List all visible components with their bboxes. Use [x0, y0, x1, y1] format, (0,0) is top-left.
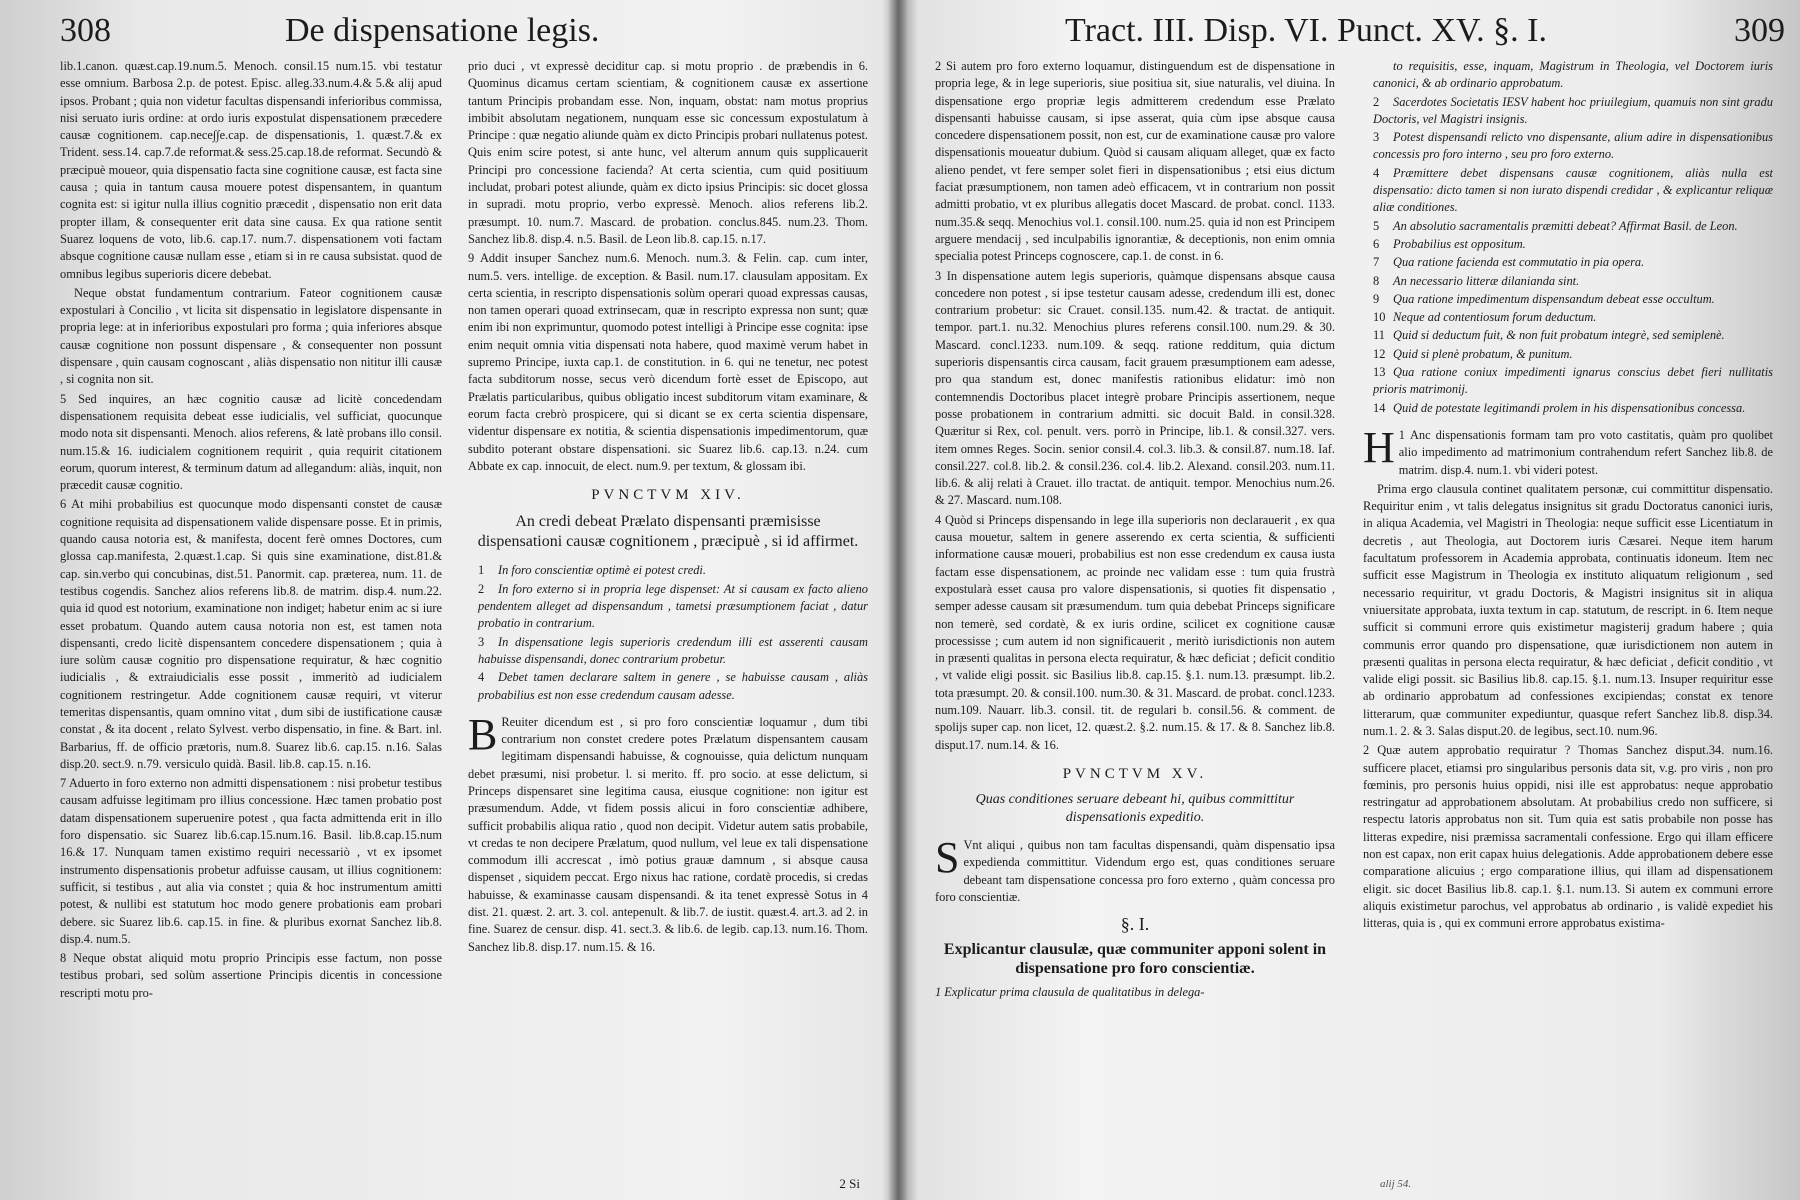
paragraph: 4 Quòd si Princeps dispensando in lege illa superioris non declarauerit , ex qua causa mouetur, saltem in genere asserendo ex certa scientia, & sufficienti informatione causæ moueri, probabilius est non esse credendum ex causa iusta factam esse dispensationem, ac proinde nec validam esse : tum quia frustrà expostularà esset causa pro valore dispensationis, si quoties fit dispensatio , semper adesse causam sit præsumendum. tum quia debebat Princeps significare non temerè, sed cordatè, & ex iuris ordine, scilicet ex cognitione causæ processisse ; cum autem id non significauerit , meritò iurisdictionis non autem in præsenti qualitas in persona electa requiratur, & hæc deficiat ; deficit conditio , vt valide eligi possit. sic Basilius lib.8. cap.15. §.1. num.13. præsumpt. lib.2. tota præsumpt. 20. & consil.100. num.30. & 31. Mascard. de probat. concl.1233. num.109. Nauarr. lib.3. consil. tit. de regulari b. consil.56. & comment. de spolijs super cap. non licet, 12. quæst.2. §.2. num.15. & 17. & 8. Sanchez lib.8. disput.17. num.14. & 16. — [935, 512, 1335, 754]
drop-capital: S — [935, 833, 960, 883]
summary-list — [468, 562, 868, 703]
right-column-2 — [1363, 58, 1773, 1172]
summary-item: 10 Neque ad contentiosum forum deductum. — [1373, 310, 1597, 325]
summary-item: 2 Sacerdotes Societatis IESV habent hoc priuilegium, quamuis non sint gradu Doctoris, vel Magistri insignis. — [1373, 94, 1773, 126]
catchword: 2 Si — [839, 1176, 860, 1191]
summary-item: 3 Potest dispensandi relicto vno dispensante, alium adire in dispensationibus concessis pro foro interno , seu pro foro externo. — [1373, 130, 1773, 162]
page-number: 309 — [1734, 12, 1785, 49]
paragraph: 1 H Anc dispensationis formam tam pro voto castitatis, quàm pro quolibet alio impedimento ad matrimonium contrahendum refert Sanchez lib.8. de matrim. disp.4. num.1. vbi videri potest. — [1363, 427, 1773, 479]
section-label: §. I. — [1120, 914, 1150, 935]
right-column-1 — [935, 58, 1335, 1172]
paragraph: prio duci , vt expressè deciditur cap. si motu proprio . de præbendis in 6. Quominus dicamus certam scientiam, & cognitionem causæ ex assertione tantum Principis probandam esse. Non, inquam, obstat: nam motus proprius imbibit absolutam negationem, nunquam esse sic concessum expostulatum à Principe : quæ negatio aliunde quàm ex dicto Principis probari nullatenus potest. Quis enim scire potest, si ante hunc, vel alterum annum quis supplicauerit Principi pro concessione facienda? At certa scientia, cum quid positiuum includat, probari potest aliunde, quàm ex dicto ipsius Principis: sic docet glossa in supradi. motu proprio, verbo expressè. Menoch. alios referens lib.2. præsumpt. 10. num.7. Mascard. de probation. conclus.845. num.23. Thom. Sanchez lib.8. disp.4. n.5. Basil. de Leon lib.8. cap.15. n.17. — [468, 59, 868, 246]
paragraph: S Vnt aliqui , quibus non tam facultas dispensandi, quàm dispensatio ipsa expedienda committitur. Videndum ergo est, quas conditiones seruare debeant tam dispensatione concessa pro foro externo , quàm concessa pro foro conscientiæ. — [935, 833, 1335, 905]
drop-capital: 1 H — [1363, 422, 1395, 472]
summary-item: 1 In foro conscientiæ optimè ei potest credi. — [478, 563, 706, 578]
summary-list — [1363, 58, 1773, 417]
summary-item: 13 Qua ratione coniux impedimenti ignarus conscius debet fieri nullitatis prioris matrimonij. — [1373, 365, 1773, 397]
paragraph: 7 Aduerto in foro externo non admitti dispensationem : nisi probetur testibus causam adfuisse legitimam pro illius concessione. Hæc tamen probatio post datam dispensationem superuenire potest , qua facta admittenda erit in illo foro dispensatio. sic Suarez lib.6.cap.15.num.16. Basil. lib.8.cap.15.num 16.& 17. Nunquam tamen existimo requiri necessariò , vt ex ipsomet instrumento dispensationis probetur adfuisse causam, ut illius cognitionem: sufficit, si testibus , aut alia via constet ; quia & hoc instrumentum amitti potest, & nullibi est statutum hoc modo genere probationis eam probari debere. sic Suarez lib.6. cap.15. in fine. & pluribus exornat Sanchez lib.8. disp.4. num.5. — [60, 775, 442, 948]
left-column-2 — [468, 58, 868, 1172]
paragraph: Prima ergo clausula continet qualitatem personæ, cui committitur dispensatio. Requiritur enim , vt talis delegatus insignitus sit gradu Doctoratus canonici iuris, in aliqua Academia, vel Magistri in Theologia: neque sufficit esse Licentiatum in decretis , aut Theologia, aut Doctorem iuris Cæsarei. Neque item harum facultatum professorem in Academia approbata, continuatis idoneum. Item nec sufficit esse Magistrum in Theologia ex instituto aliquatum religionum , sed necessario requiritur, vt gradu Doctoris, & Magistri insignitus sit in aliqua vniuersitate approbata, iuxta textum in cap. statutum, de rescript. in 6. Item neque sufficit si communi errore quis existimetur magisterij gradum habere ; quia communis error quando pro dispensatione, quæ iurisdictionem non autem in præsenti qualitas in persona electa requiratur, & hæc deficiat , deficit conditio , vt valide eligi possit. sic Basilius lib.8. cap.15. §.1. num.13. Insuper requiritur esse ab ordinario approbatum ad confessiones excipiendas; constat ex tenore litterarum, quæ communiter expediuntur, quasque refert Sanchez lib.8. disp.34. num.1. 2. & 3. Salas disput.20. de legibus, sect.10. num.96. — [1363, 481, 1773, 738]
section-title: Explicantur clausulæ, quæ communiter apponi solent in dispensatione pro foro conscientiæ. — [943, 940, 1327, 977]
page-number: 308 — [60, 12, 111, 49]
summary-item: 11 Quid si deductum fuit, & non fuit probatum integrè, sed semiplenè. — [1373, 328, 1725, 343]
paragraph: B Reuiter dicendum est , si pro foro conscientiæ loquamur , dum tibi contrarium non constet credere potes Prælatum dispensantem causam legitimam dispensandi habuisse, & cognouisse, quia delictum nunquam debet præsumi, nisi probetur. l. si merito. ff. pro socio. at esse delictum, si Princeps dispensaret sine legitima causa, eiusque cognitione: non igitur est præsumendum. Adde, vt fidem possis alicui in foro conscientiæ adhibere, sufficit probabilis aliqua ratio , quod non decipit. Videtur autem satis probabile, vt credas te non decipere Prælatum, quod nullum, vel leue ex tali dispensatione commodum illi accrescat , imò potius grauæ damnum , si absque causa dispenset , siquidem peccat. Ergo nixus hac ratione, cordatè procedis, si credas habuisse, & examinasse causam dispensandi. & ita tenet expressè Sotus in 4 dist. 21. quæst. 2. art. 3. col. antepenult. & lib.7. de iustit. quæst.4. art.3. ad 2. in fine. Suarez de censur. disp. 41. sect.3. & lib.6. de legib. cap.13. num.16. Thom. Sanchez lib.8. disp.17. num.15. & 16. — [468, 709, 868, 954]
summary-item: 14 Quid de potestate legitimandi prolem in his dispensationibus concessa. — [1373, 400, 1746, 415]
summary-item: to requisitis, esse, inquam, Magistrum in Theologia, vel Doctorem iuris canonici, & ab ordinario approbatum. — [1373, 59, 1773, 91]
paragraph: 6 At mihi probabilius est quocunque modo dispensanti constet de causæ cognitione requisita ad dispensationem valide dispensare posse. Et in primis, quando causa notoria est, & manifesta, docent ferè omnes Doctores, cum glossa cap.manifesta, 2.quæst.1.cap. Si quis sine examinatione, dist.81.& cap. sin.verbo qui concubinas, dist.51. Panormit. cap. præterea, num. 11. de testibus cogendis. Sanchez alios referens lib.8. de matrim. disp.4. num.22. quia id quod est notorium, examinatione non indiget; habetur enim ac si iure esset probatum. Quando autem causa notoria non est, est tamen nota dispensanti, credo licitè dispensantem concedere dispensationem ; quia à iure solùm causæ cognitio pro dispensatione requiratur, & hæc cognitio iudicialis , & extraiudicialis esse possit , immeritò ad iudicialem cognitionem restringetur. Adde cognitionem causæ requiri, vt viterur temeritas dispensantis, quam omnino vitat , dum sibi de iustificatione causæ constat , & ita docent , relato Sylvest. verbo dispensatio, in fine. & Bart. inl. Barbarius, ff. de officio prætoris, num.8. Suarez lib.6. cap.15. n.16. Salas disp.20. sect.9. n.79. versiculo quidà. Basil. lib.8. cap.15. n.16. — [60, 496, 442, 773]
drop-capital: B — [468, 709, 498, 759]
running-title: De dispensatione legis. — [285, 12, 600, 49]
paragraph: Neque obstat fundamentum contrarium. Fateor cognitionem causæ expostulari à Concilio , vt licita sit dispensatio in legislatore dispensante in propria lege: at in inferioribus expostulari pro forma ; quia inferiores absque causæ cognitione non possunt dispensare , & consequenter non possunt dispensare , quin causam cognoscant , aliàs dispensatio non nititur illi causæ , si cognita non sit. — [60, 285, 442, 387]
margin-note: alij 54. — [1380, 1178, 1412, 1190]
summary-item: 3 In dispensatione legis superioris credendum illi est asserenti causam habuisse dispensandi, donec contrarium probetur. — [478, 634, 868, 666]
right-page — [935, 0, 1785, 1200]
paragraph: 5 Sed inquires, an hæc cognitio causæ ad licitè concedendam dispensationem requisita debeat esse iudicialis, vel sufficiat, quocunque modo nota sit dispensanti. Menoch. alios referens, & latè probans illo consil. num.15.& 16. iudicialem cognitionem requirit , quia requirit citationem eorum, quorum interest, & terminum datum ad allegandum: aliàs, inquit, non præcedit causæ cognitio. — [60, 391, 442, 495]
punctum-label: PVNCTVM XIV. — [591, 487, 745, 504]
paragraph: 9 Addit insuper Sanchez num.6. Menoch. num.3. & Felin. cap. cum inter, num.5. vers. intellige. de exception. & Basil. num.17. clausulam appositam. Ex certa scientia, in rescripto dispensationis solùm operari quoad expressas causas, non tamen operari quoad extrinsecam, quæ in rescripto expressa non sunt; quæ enim ibi non exprimuntur, quomodo potest intelligi à Principe esse cognita: ipse enim nequit omnia vitia dispensati nota habere, quod maximè verum habet in supremo Principe, iuxta cap.1. de constitution. in 6. qui ne tenetur, nec potest facta subditorum nosse, secus verò dicendum fortè esset de Episcopo, aut Prælatis particularibus, quibus obligatio incest subditorum vitam examinare, & eorum facta crebrò prospicere, qui si dicant se ex certa scientia dispensare, videntur dispensare ex notitia, & scientia dispensationis impedimentorum, quæ subdito poterant obstare dispensationi. sic Suarez lib.6. cap.13. n.24. cum Abbate ex cap. innocuit, de elect. num.9. per textum, & glossam ibi. — [468, 250, 868, 475]
summary-item: 6 Probabilius est oppositum. — [1373, 236, 1526, 251]
summary-item: 2 In foro externo si in propria lege dispenset: At si causam ex facto alieno pendentem alleget ad dispensandum , tametsi præsumptionem faciat , datur probatio in contrarium. — [478, 581, 868, 631]
right-running-head — [935, 12, 1785, 52]
summary-item: 12 Quid si plenè probatum, & punitum. — [1373, 346, 1573, 361]
paragraph: lib.1.canon. quæst.cap.19.num.5. Menoch. consil.15 num.15. vbi testatur esse omnium. Barbosa 2.p. de potest. Episc. alleg.33.num.4.& 5.& alij apud ipsos. Probant ; quia non videtur facultas dispensandi inferioribus commissa, nisi seruato iuris ordine: at ordo iuris expostulat dispensationem præcedere causæ cognitionem. cap.nece∫∫e.cap. de dispensationis, 1. quæst.7.& ex Trident. sess.14. cap.7.de reformat.& sess.25.cap.18.de reformat. Secundò & præcipuè moueor, quia dispensatio facta sine cognitione causæ, est facta sine causa ; quia in tantum causa mouere potest dispensantem, in quantum cognita est: si igitur nulla illius cognitio præcedit , dispensatio non erit data propter illam, & consequenter erit data sine causa. Ex qua ratione sentit Suarez loquens de voto, lib.6. cap.17. num.7. dispensationem voti factam absque cognitione causæ nullam esse , etiam si in re causa subsistat. quod de omnibus legibus superioris dicere debebat. — [60, 59, 442, 281]
summary-item: 9 Qua ratione impedimentum dispensandum debeat esse occultum. — [1373, 291, 1715, 306]
punctum-label: PVNCTVM XV. — [1062, 765, 1208, 782]
punctum-question: An credi debeat Prælato dispensanti præmisisse dispensationi causæ cognitionem , præcipuè , si id affirmet. — [477, 513, 859, 551]
left-column-1 — [60, 58, 442, 1172]
left-page — [60, 0, 880, 1200]
summary-item: 8 An necessario litteræ dilanianda sint. — [1373, 273, 1580, 288]
summary-item: 7 Qua ratione facienda est commutatio in pia opera. — [1373, 255, 1645, 270]
summary-item: 4 Debet tamen declarare saltem in genere , se habuisse causam , aliàs probabilius est non esse credendum causam adesse. — [478, 670, 868, 702]
paragraph: 2 Quæ autem approbatio requiratur ? Thomas Sanchez disput.34. num.16. sufficere placet, etiamsi pro singularibus personis data sit, v.g. pro viris , non pro fœminis, pro personis huius oppidi, nisi ille est approbatus: neque approbatio restringatur ad approbationem absolutam. At probabilius credo non sufficere, si respectu latoris approbatus non sit. Tum quia est satis probabile non posse has litteras expedire, nisi præmissa sacramentali confessione. Ergo qui illam efficere non est capax, non erit capax huius delegationis. Adde approbationem debere esse comparatione alicuius ; ergo comparatione illius, qui illam ad dispensationem eligit. sic docet Basilius lib.8. cap.1. §.1. num.13. Si autem ex communi errore aliquis existimetur parochus, vel approbatus ab ordinario , is validè expediet his litteras, quia is , qui ex communi errore approbatus existima- — [1363, 742, 1773, 932]
paragraph: 2 Si autem pro foro externo loquamur, distinguendum est de dispensatione in propria lege, & in lege superioris, siue positiua sit, siue naturalis, vel diuina. In dispensatione ergo propriæ legis admitterem credendum esse Prælato dispensanti habuisse causam, si ipse asserat, quia cùm ipse absque causa concedere dispensationem possit, non est, cur de examinatione causæ pro valore dispensationis moueatur dubium. Quòd si causam aliquam alleget, quæ ex facto alieno pendet, vt fere semper solet fieri in dispensationibus ; etsi eius dictum faciat præsumptionem, non tamen adeò efficacem, vt in contrarium non possit admitti probatio, vt ex pluribus allegatis docet Mascard. de probat. concl. 1133. num.35.& seqq. Menochius vol.1. consil.100. num.25. quia id non est Principem arguere mendacij , sed inculpabilis ignorantiæ, & deceptionis, non enim omnia specialia potest Princeps cognoscere, cap.1. de const. in 6. — [935, 58, 1335, 266]
summary-item: 4 Præmittere debet dispensans causæ cognitionem, aliàs nulla est dispensatio: dicto tamen si non iurato dispendi credidar , & explicantur reliquæ aliæ conditiones. — [1373, 165, 1773, 215]
summary-item: 5 An absolutio sacramentalis præmitti debeat? Affirmat Basil. de Leon. — [1373, 218, 1738, 233]
paragraph: 8 Neque obstat aliquid motu proprio Principis esse factum, non posse testibus probari, sed solùm assertione Principis dicentis in concessione rescripti motu pro- — [60, 950, 442, 1002]
paragraph: 1 Explicatur prima clausula de qualitatibus in delega- — [935, 984, 1335, 1001]
paragraph: 3 In dispensatione autem legis superioris, quàmque dispensans absque causa concedere non potest , si ipse testetur causam adesse, credendum illi est, donec contrarium probetur: sic Crauet. consil.135. num.42. & tractat. de antiquit. tempor. part.1. nu.32. Menochius plures referens consil.100. num.29. & 30. Mascard. concl.1233. num.109. & seqq. ratione redditum, quia dictum superioris dispensantis circa causam, facit grauem præsumptionem eam adesse, pro qua standum est, donec manifestis rationibus elidatur: imò non contemnendis Doctoribus placet integrè probare Principis assertionem, neque posse probationem in contrarium admitti. sic docuit Bald. in consil.328. Quæritur si Rex, col. penult. vers. porrò in Principe, lib.1. & consil.327. vers. item omnes Reges. Socin. senior consil.4. col.3. lib.3. & consil.87. num.18. Iaf. consil.227. col.8. lib.2. & consil.236. col.4. lib.2. Alexand. consil.203. num.11. lib.6. & alij relati à Crauet. illo tractat. de antiquit. tempor. Menochius num.26. & 27. Mascard. num.108. — [935, 268, 1335, 510]
punctum-question: Quas conditiones seruare debeant hi, quibus committitur dispensationis expeditio. — [975, 792, 1295, 826]
running-title: Tract. III. Disp. VI. Punct. XV. §. I. — [1065, 12, 1547, 49]
book-gutter — [888, 0, 908, 1200]
left-running-head — [60, 12, 880, 52]
